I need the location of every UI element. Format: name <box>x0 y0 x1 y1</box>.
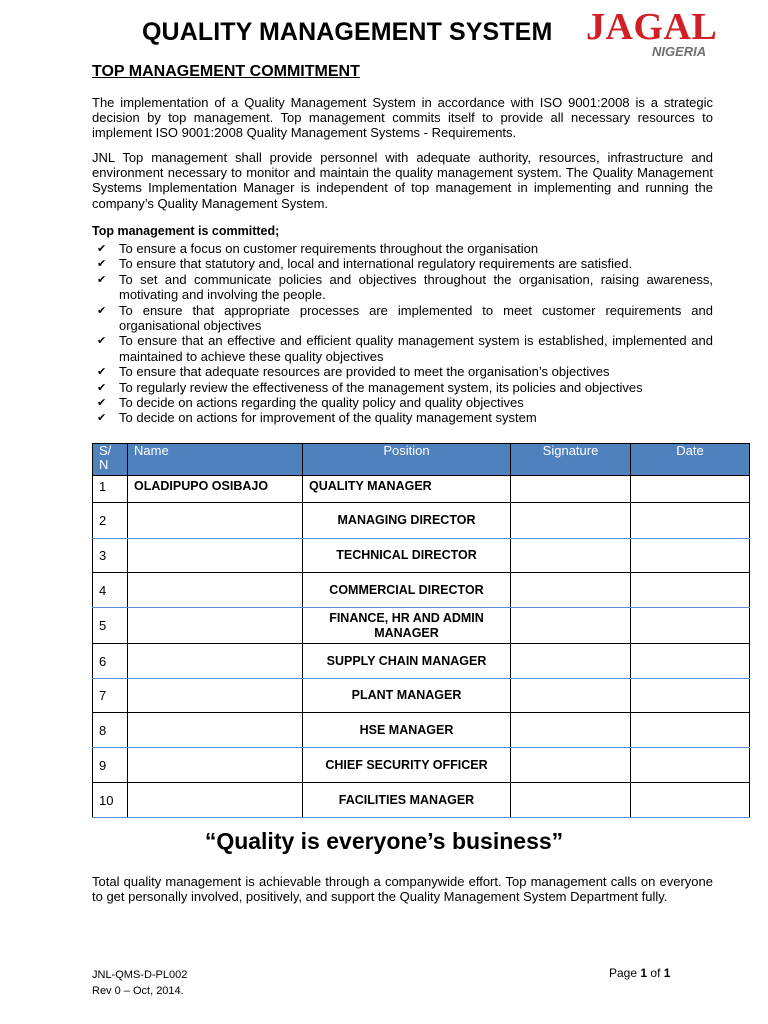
cell-date[interactable] <box>631 539 750 573</box>
cell-position: FACILITIES MANAGER <box>303 783 511 818</box>
closing-paragraph: Total quality management is achievable through a companywide effort. Top management calls on everyone to get personally involved, positively, and support the Quality Management System Department fully. <box>92 874 713 905</box>
commitment-text: To decide on actions regarding the quality policy and quality objectives <box>119 395 524 411</box>
cell-sn: 3 <box>93 539 128 573</box>
cell-signature[interactable] <box>511 539 631 573</box>
company-logo <box>586 6 726 59</box>
page-label: Page <box>609 966 638 980</box>
check-icon: ✔ <box>97 303 107 317</box>
check-icon: ✔ <box>97 396 107 410</box>
cell-signature[interactable] <box>511 608 631 644</box>
header-signature: Signature <box>511 444 631 476</box>
table-row <box>93 608 750 644</box>
cell-name <box>128 748 303 783</box>
signature-table-body <box>93 476 750 818</box>
commitment-text: To regularly review the effectiveness of the management system, its policies and objectives <box>119 379 643 395</box>
cell-signature[interactable] <box>511 503 631 539</box>
cell-signature[interactable] <box>511 748 631 783</box>
cell-sn: 10 <box>93 783 128 818</box>
cell-name <box>128 608 303 644</box>
header-position: Position <box>303 444 511 476</box>
cell-date[interactable] <box>631 679 750 713</box>
check-icon: ✔ <box>97 411 107 425</box>
cell-signature[interactable] <box>511 679 631 713</box>
table-row <box>93 783 750 818</box>
check-icon: ✔ <box>97 242 107 255</box>
cell-position: PLANT MANAGER <box>303 679 511 713</box>
commitment-text: To set and communicate policies and objectives throughout the organisation, raising awareness, motivating and involving the people. <box>119 271 713 303</box>
cell-sn: 4 <box>93 573 128 608</box>
check-icon: ✔ <box>97 365 107 379</box>
commitments-list <box>92 241 713 426</box>
page-of-label: of <box>650 966 661 980</box>
check-icon: ✔ <box>97 380 107 394</box>
check-icon: ✔ <box>97 334 107 348</box>
footer-document-info <box>92 967 187 999</box>
footer-page-number <box>609 966 670 980</box>
cell-date[interactable] <box>631 783 750 818</box>
table-row <box>93 713 750 748</box>
cell-position: HSE MANAGER <box>303 713 511 748</box>
intro-paragraph: The implementation of a Quality Management System in accordance with ISO 9001:2008 is a strategic decision by top management. Top management commits itself to provide all necessary resources to implement ISO 9001:2008 Quality Management Systems - Requirements. <box>92 95 713 141</box>
cell-position: SUPPLY CHAIN MANAGER <box>303 644 511 679</box>
commitment-item <box>92 364 713 379</box>
commitment-text: To ensure that an effective and efficient quality management system is established, implemented and maintained to achieve these quality objectives <box>119 333 713 364</box>
table-row <box>93 476 750 503</box>
table-row <box>93 573 750 608</box>
commitment-item <box>92 241 713 256</box>
cell-date[interactable] <box>631 608 750 644</box>
footer-doc-code: JNL-QMS-D-PL002 <box>92 969 188 981</box>
cell-date[interactable] <box>631 476 750 503</box>
commitment-item <box>92 303 713 334</box>
cell-date[interactable] <box>631 503 750 539</box>
page-total: 1 <box>663 966 671 980</box>
cell-date[interactable] <box>631 573 750 608</box>
cell-position: QUALITY MANAGER <box>303 476 511 503</box>
check-icon: ✔ <box>97 257 107 271</box>
commitment-item <box>92 410 713 425</box>
commitment-text: To ensure that statutory and, local and international regulatory requirements are satisfied. <box>119 256 633 272</box>
cell-name: OLADIPUPO OSIBAJO <box>128 476 303 503</box>
table-row <box>93 503 750 539</box>
cell-sn: 8 <box>93 713 128 748</box>
cell-position: FINANCE, HR AND ADMIN MANAGER <box>303 608 511 644</box>
cell-sn: 1 <box>93 476 128 503</box>
cell-sn: 7 <box>93 679 128 713</box>
section-heading: TOP MANAGEMENT COMMITMENT <box>92 63 360 80</box>
cell-position: CHIEF SECURITY OFFICER <box>303 748 511 783</box>
logo-subtext: NIGERIA <box>652 44 707 59</box>
commitment-item <box>92 272 713 303</box>
personnel-paragraph: JNL Top management shall provide personnel with adequate authority, resources, infrastructure and environment necessary to monitor and maintain the quality management system. The Quality Management Systems Implementation Manager is independent of top management in implementing and running the company’s Quality Management System. <box>92 150 713 211</box>
commitments-heading: Top management is committed; <box>92 224 280 238</box>
cell-date[interactable] <box>631 748 750 783</box>
footer-revision: Rev 0 – Oct, 2014. <box>92 985 184 997</box>
header-name: Name <box>128 444 303 476</box>
cell-name <box>128 679 303 713</box>
cell-name <box>128 713 303 748</box>
commitment-item <box>92 380 713 395</box>
check-icon: ✔ <box>97 272 107 286</box>
page-current: 1 <box>640 966 648 980</box>
cell-name <box>128 644 303 679</box>
document-title: QUALITY MANAGEMENT SYSTEM <box>142 18 553 46</box>
table-header-row <box>93 444 750 476</box>
cell-name <box>128 539 303 573</box>
cell-sn: 9 <box>93 748 128 783</box>
cell-position: TECHNICAL DIRECTOR <box>303 539 511 573</box>
cell-sn: 2 <box>93 503 128 539</box>
cell-signature[interactable] <box>511 713 631 748</box>
cell-signature[interactable] <box>511 476 631 503</box>
cell-sn: 6 <box>93 644 128 679</box>
commitment-item <box>92 395 713 410</box>
table-row <box>93 679 750 713</box>
header-date: Date <box>631 444 750 476</box>
commitment-item <box>92 333 713 364</box>
table-row <box>93 748 750 783</box>
cell-sn: 5 <box>93 608 128 644</box>
commitment-text: To ensure that adequate resources are provided to meet the organisation’s objectives <box>119 364 610 380</box>
signature-table <box>92 443 750 818</box>
cell-position: COMMERCIAL DIRECTOR <box>303 573 511 608</box>
header-sn: S/ N <box>93 444 128 476</box>
cell-position: MANAGING DIRECTOR <box>303 503 511 539</box>
quality-quote: “Quality is everyone’s business” <box>204 828 564 854</box>
commitment-item <box>92 256 713 271</box>
table-row <box>93 539 750 573</box>
cell-signature[interactable] <box>511 783 631 818</box>
cell-date[interactable] <box>631 713 750 748</box>
commitment-text: To ensure that appropriate processes are implemented to meet customer requirements and organisational objectives <box>119 302 713 334</box>
cell-date[interactable] <box>631 644 750 679</box>
commitment-text: To ensure a focus on customer requirements throughout the organisation <box>119 241 539 256</box>
cell-signature[interactable] <box>511 644 631 679</box>
cell-name <box>128 573 303 608</box>
commitment-text: To decide on actions for improvement of the quality management system <box>119 410 537 426</box>
table-row <box>93 644 750 679</box>
cell-signature[interactable] <box>511 573 631 608</box>
cell-name <box>128 783 303 818</box>
logo-wordmark: JAGAL <box>586 6 718 48</box>
cell-name <box>128 503 303 539</box>
